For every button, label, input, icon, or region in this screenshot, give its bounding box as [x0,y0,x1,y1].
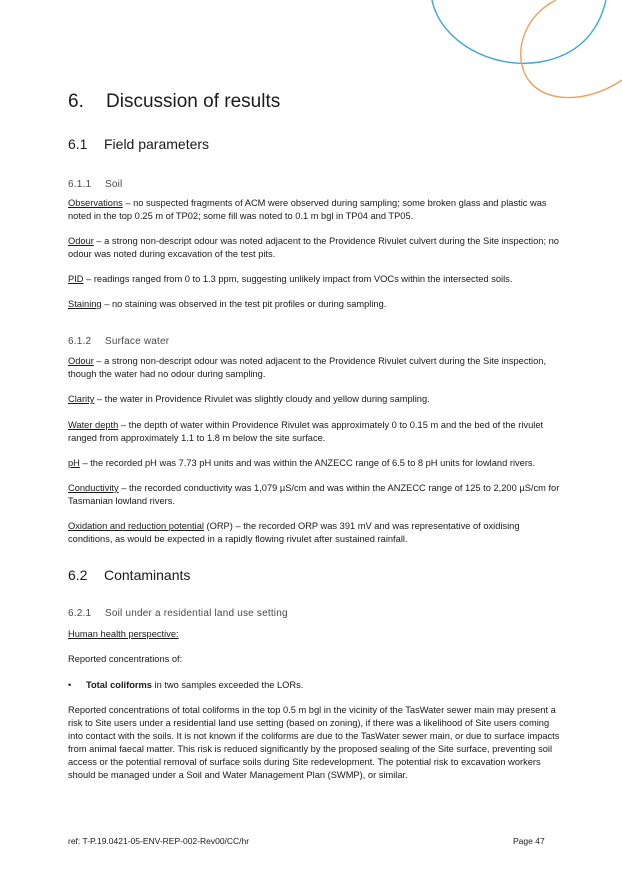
footer-page-number: Page 47 [513,836,545,846]
bullet-icon: • [68,680,72,690]
term-label: PID [68,274,84,284]
bullet-text: in two samples exceeded the LORs. [151,680,304,690]
term-text: – a strong non-descript odour was noted adjacent to the Providence Rivulet culvert during the Site inspection; no odour was noted during excavation of the test pits. [68,236,559,259]
bullet-bold-text: Total coliforms [86,680,152,690]
section-title: Contaminants [104,567,191,583]
list-item [68,679,560,692]
subsection-number: 6.1.1 [68,179,92,190]
subsection-number: 6.2.1 [68,608,92,619]
term-text: – the water in Providence Rivulet was slightly cloudy and yellow during sampling. [94,394,430,404]
term-text: – no suspected fragments of ACM were observed during sampling; some broken glass and plastic was noted in the top 0.25 m of TP02; some fill was noted to 0.1 m bgl in TP04 and TP05. [68,198,547,221]
subsection-heading-soil [68,179,122,190]
term-label: Conductivity [68,483,119,493]
chapter-heading [68,91,280,113]
term-text: – the depth of water within Providence Rivulet was approximately 0 to 0.15 m and the bed of the rivulet ranged from approximately 1.1 to 1.8 m below the site surface. [68,420,544,443]
water-ph-paragraph [68,457,560,470]
term-label: Staining [68,299,102,309]
water-clarity-paragraph [68,393,560,406]
subsection-number: 6.1.2 [68,336,92,347]
subsection-heading-surface-water [68,336,169,347]
subsection-title: Soil [105,179,123,190]
section-heading-contaminants [68,567,190,583]
footer-reference: ref: T-P.19.0421-05-ENV-REP-002-Rev00/CC/hr [68,836,250,846]
section-heading-field-parameters [68,136,209,152]
soil-odour-paragraph [68,235,560,261]
water-orp-paragraph [68,520,560,546]
human-health-perspective [68,628,560,641]
chapter-title: Discussion of results [106,91,281,112]
reported-concentrations-intro: Reported concentrations of: [68,654,183,664]
term-text: – no staining was observed in the test pit profiles or during sampling. [101,299,387,309]
term-text: – the recorded conductivity was 1,079 µS/cm and was within the ANZECC range of 125 to 2,200 µS/cm for Tasmanian lowland rivers. [68,483,560,506]
soil-staining-paragraph [68,298,560,311]
coliforms-discussion-paragraph: Reported concentrations of total coliforms in the top 0.5 m bgl in the vicinity of the TasWater sewer main may present a risk to Site users under a residential land use setting (based on zoning), if there was a likelihood of Site users coming into contact with the soils. It is not known if the coliforms are due to the TasWater sewer main, or due to surface impacts from animal faecal matter. This risk is reduced significantly by the proposed sealing of the Site surface, preventing soil access or the potential removal of surface soils during Site redevelopment. The potential risk to excavation workers should be managed under a Soil and Water Management Plan (SWMP), or similar. [68,705,560,780]
subsection-title: Soil under a residential land use setting [105,608,288,619]
subsection-title: Surface water [105,336,170,347]
term-label: Water depth [68,420,119,430]
term-label: Observations [68,198,123,208]
term-text: – readings ranged from 0 to 1.3 ppm, suggesting unlikely impact from VOCs within the intersected soils. [83,274,513,284]
term-text: (ORP) – the recorded ORP was 391 mV and was representative of oxidising conditions, as would be expected in a rapidly flowing rivulet after sustained rainfall. [68,521,520,544]
water-odour-paragraph [68,355,560,381]
section-title: Field parameters [104,136,210,152]
term-text: – the recorded pH was 7.73 pH units and was within the ANZECC range of 6.5 to 8 pH units for lowland rivers. [79,458,536,468]
section-number: 6.2 [68,567,88,583]
perspective-label: Human health perspective: [68,629,179,639]
water-conductivity-paragraph [68,482,560,508]
term-label: pH [68,458,80,468]
soil-observations-paragraph [68,197,560,223]
term-text: – a strong non-descript odour was noted adjacent to the Providence Rivulet culvert during the Site inspection, though the water had no odour during sampling. [68,356,547,379]
soil-pid-paragraph [68,273,560,286]
subsection-heading-soil-residential [68,608,288,619]
term-label: Oxidation and reduction potential [68,521,204,531]
term-label: Odour [68,236,94,246]
water-depth-paragraph [68,419,560,445]
term-label: Odour [68,356,94,366]
term-label: Clarity [68,394,95,404]
section-number: 6.1 [68,136,88,152]
chapter-number: 6. [68,91,84,112]
